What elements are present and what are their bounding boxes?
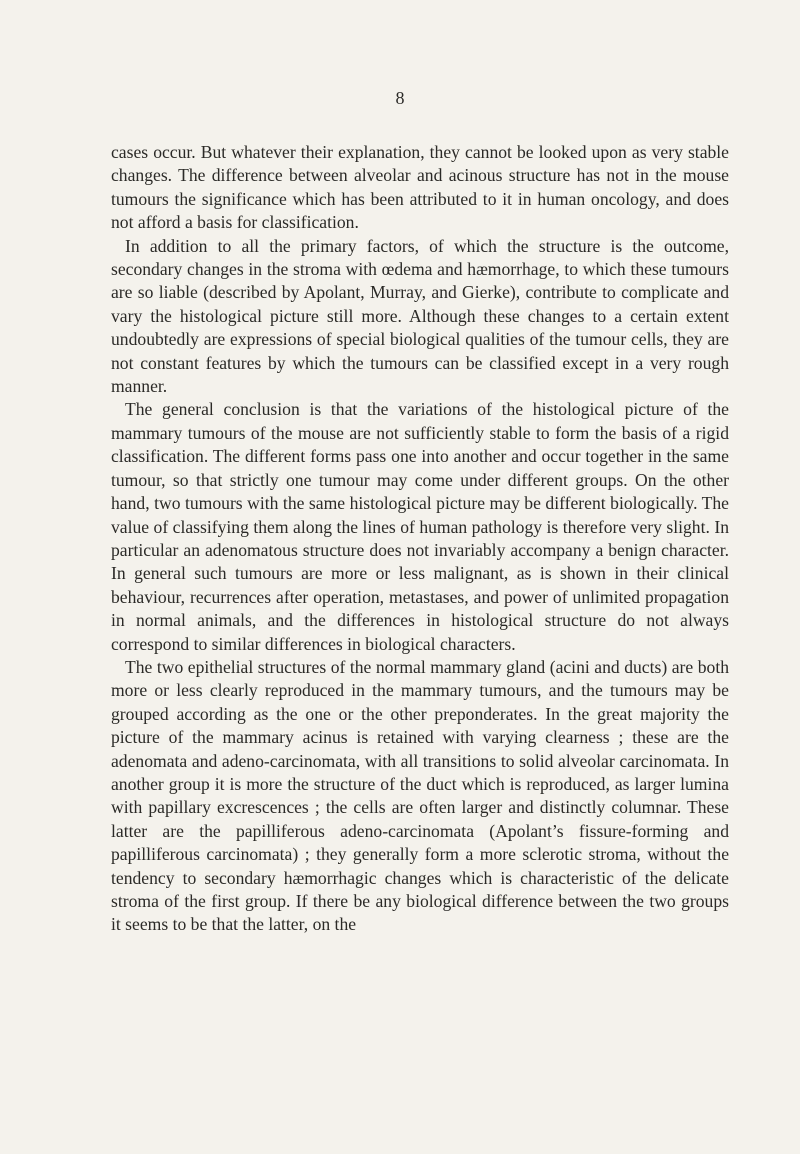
- paragraph-3: The general conclusion is that the variations of the histological picture of the mammary tumours of the mouse are not sufficiently stable to form the basis of a rigid classification. The different forms pass one into another and occur together in the same tumour, so that strictly one tumour may come under different groups. On the other hand, two tumours with the same histological picture may be different biologically. The value of classifying them along the lines of human pathology is therefore very slight. In particular an adenomatous structure does not invariably accompany a benign character. In general such tumours are more or less malignant, as is shown in their clinical behaviour, recurrences after operation, metastases, and power of unlimited propagation in normal animals, and the differences in histological structure do not always correspond to similar differences in biological characters.: [111, 399, 729, 654]
- body-text: [111, 141, 729, 937]
- paragraph-2: In addition to all the primary factors, of which the structure is the outcome, secondary changes in the stroma with œdema and hæmorrhage, to which these tumours are so liable (described by Apolant, Murray, and Gierke), contribute to complicate and vary the histological picture still more. Although these changes to a certain extent undoubtedly are expressions of special biological qualities of the tumour cells, they are not constant features by which the tumours can be classified except in a very rough manner.: [111, 235, 729, 397]
- paragraph-1: cases occur. But whatever their explanation, they cannot be looked upon as very stable changes. The difference between alveolar and acinous structure has not in the mouse tumours the significance which has been attributed to it in human oncology, and does not afford a basis for classification.: [111, 142, 729, 233]
- paragraph-4: The two epithelial structures of the normal mammary gland (acini and ducts) are both more or less clearly reproduced in the mammary tumours, and the tumours may be grouped according as the one or the other preponderates. In the great majority the picture of the mammary acinus is retained with varying clearness ; these are the adenomata and adeno-carcinomata, with all transitions to solid alveolar carcinomata. In another group it is more the structure of the duct which is reproduced, as larger lumina with papillary excrescences ; the cells are often larger and distinctly columnar. These latter are the papilliferous adeno-carcinomata (Apolant’s fissure-forming and papilliferous carcinomata) ; they generally form a more sclerotic stroma, without the tendency to secondary hæmorrhagic changes which is characteristic of the delicate stroma of the first group. If there be any biological difference between the two groups it seems to be that the latter, on the: [111, 656, 729, 935]
- page-number: 8: [395, 88, 405, 108]
